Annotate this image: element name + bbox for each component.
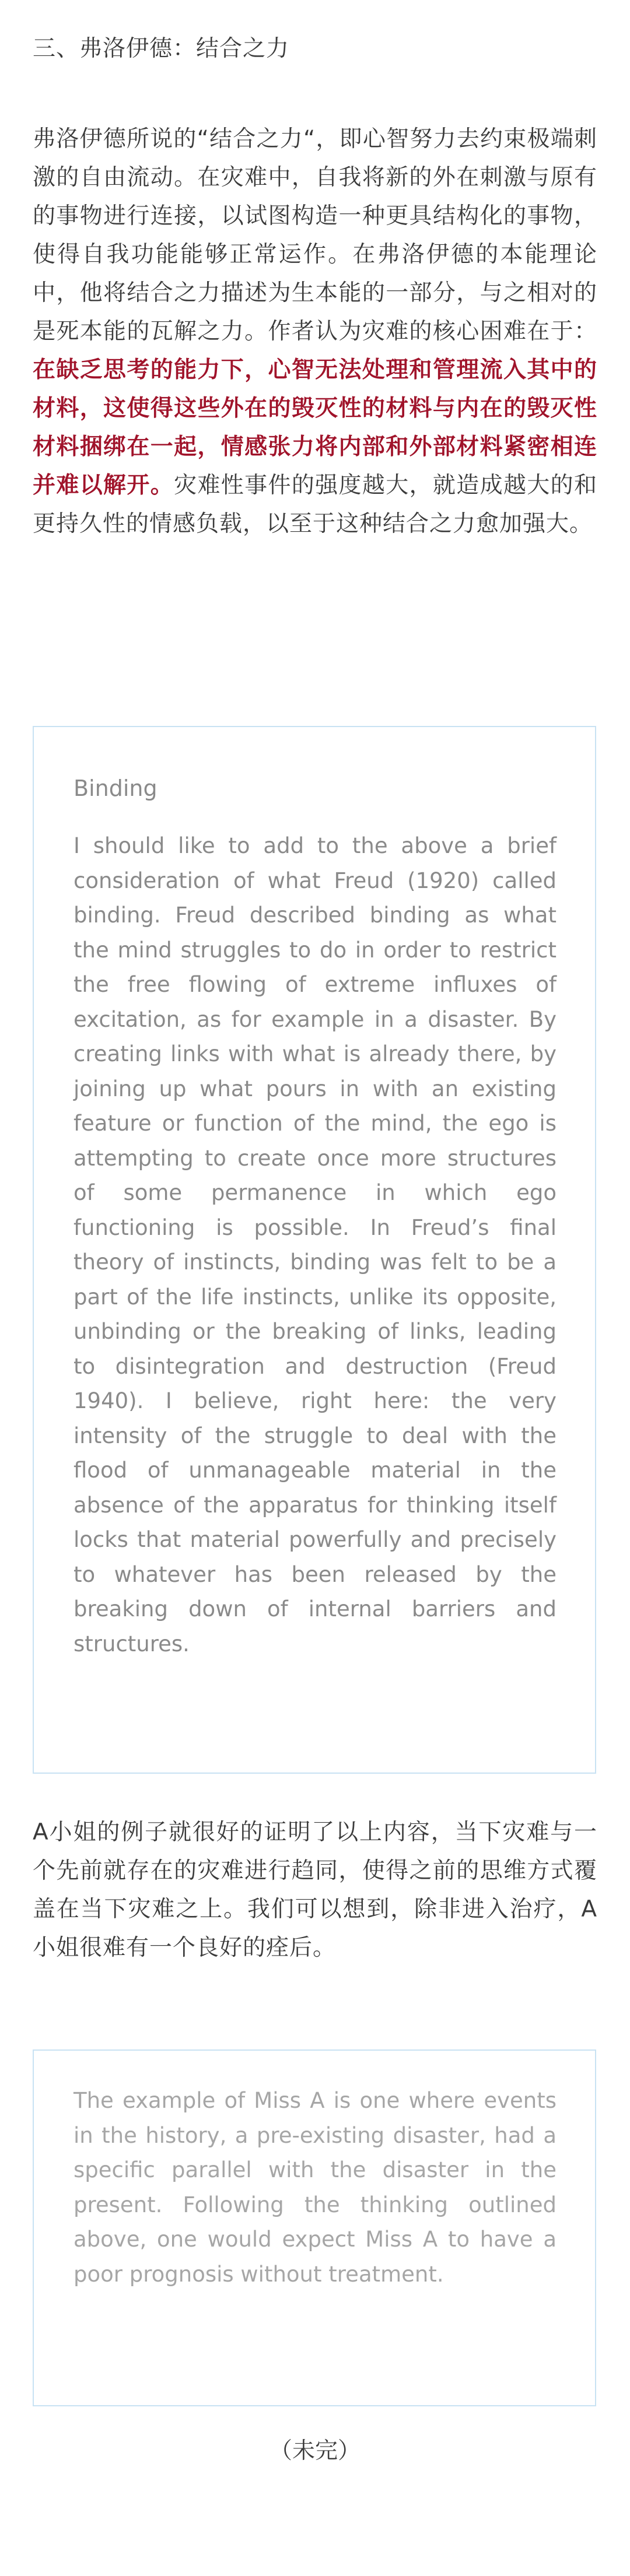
paragraph-text-after: 灾难性事件的强度越大，就造成越大的和更持久性的情感负载，以至于这种结合之力愈加强大。	[33, 472, 597, 537]
paragraph-binding-summary	[33, 120, 597, 543]
quote-text: I should like to add to the above a brief consideration of what Freud (1920) called binding. Freud described binding as what the mind struggles to do in order to restrict the free flowing of extreme influxes of excitation, as for example in a disaster. By creating links with what is already there, by joining up what pours in with an existing feature or function of the mind, the ego is attempting to create once more structures of some permanence in which ego functioning is possible. In Freud’s final theory of instincts, binding was felt to be a part of the life instincts, unlike its opposite, unbinding or the breaking of links, leading to disintegration and destruction (Freud 1940). I believe, right here: the very intensity of the struggle to deal with the flood of unmanageable material in the absence of the apparatus for thinking itself locks that material powerfully and precisely to whatever has been released by the breaking down of internal barriers and structures.	[74, 833, 556, 1656]
end-note: （未完）	[269, 2438, 360, 2464]
highlighted-text: 在缺乏思考的能力下，心智无法处理和管理流入其中的材料，这使得这些外在的毁灭性的材料与内在的毁灭性材料捆绑在一起，情感张力将内部和外部材料紧密相连并难以解开。	[33, 357, 597, 499]
quote-box-binding	[33, 726, 596, 1774]
section-title: 三、弗洛伊德：结合之力	[33, 36, 290, 62]
paragraph-text-before: 弗洛伊德所说的“结合之力“，即心智努力去约束极端刺激的自由流动。在灾难中，自我将新的外在刺激与原有的事物进行连接，以试图构造一种更具结构化的事物，使得自我功能能够正常运作。在弗洛伊德的本能理论中，他将结合之力描述为生本能的一部分，与之相对的是死本能的瓦解之力。作者认为灾难的核心困难在于：	[33, 126, 597, 345]
quote-text: The example of Miss A is one where events in the history, a pre-existing disaster, had a specific parallel with the disaster in the present. Following the thinking outlined above, one would expect Miss A to have a poor prognosis without treatment.	[74, 2088, 556, 2287]
paragraph-miss-a: A小姐的例子就很好的证明了以上内容，当下灾难与一个先前就存在的灾难进行趋同，使得之前的思维方式覆盖在当下灾难之上。我们可以想到，除非进入治疗，A小姐很难有一个良好的痊后。	[33, 1819, 597, 1961]
quote-title: Binding	[74, 775, 158, 801]
quote-box-miss-a	[33, 2049, 596, 2406]
